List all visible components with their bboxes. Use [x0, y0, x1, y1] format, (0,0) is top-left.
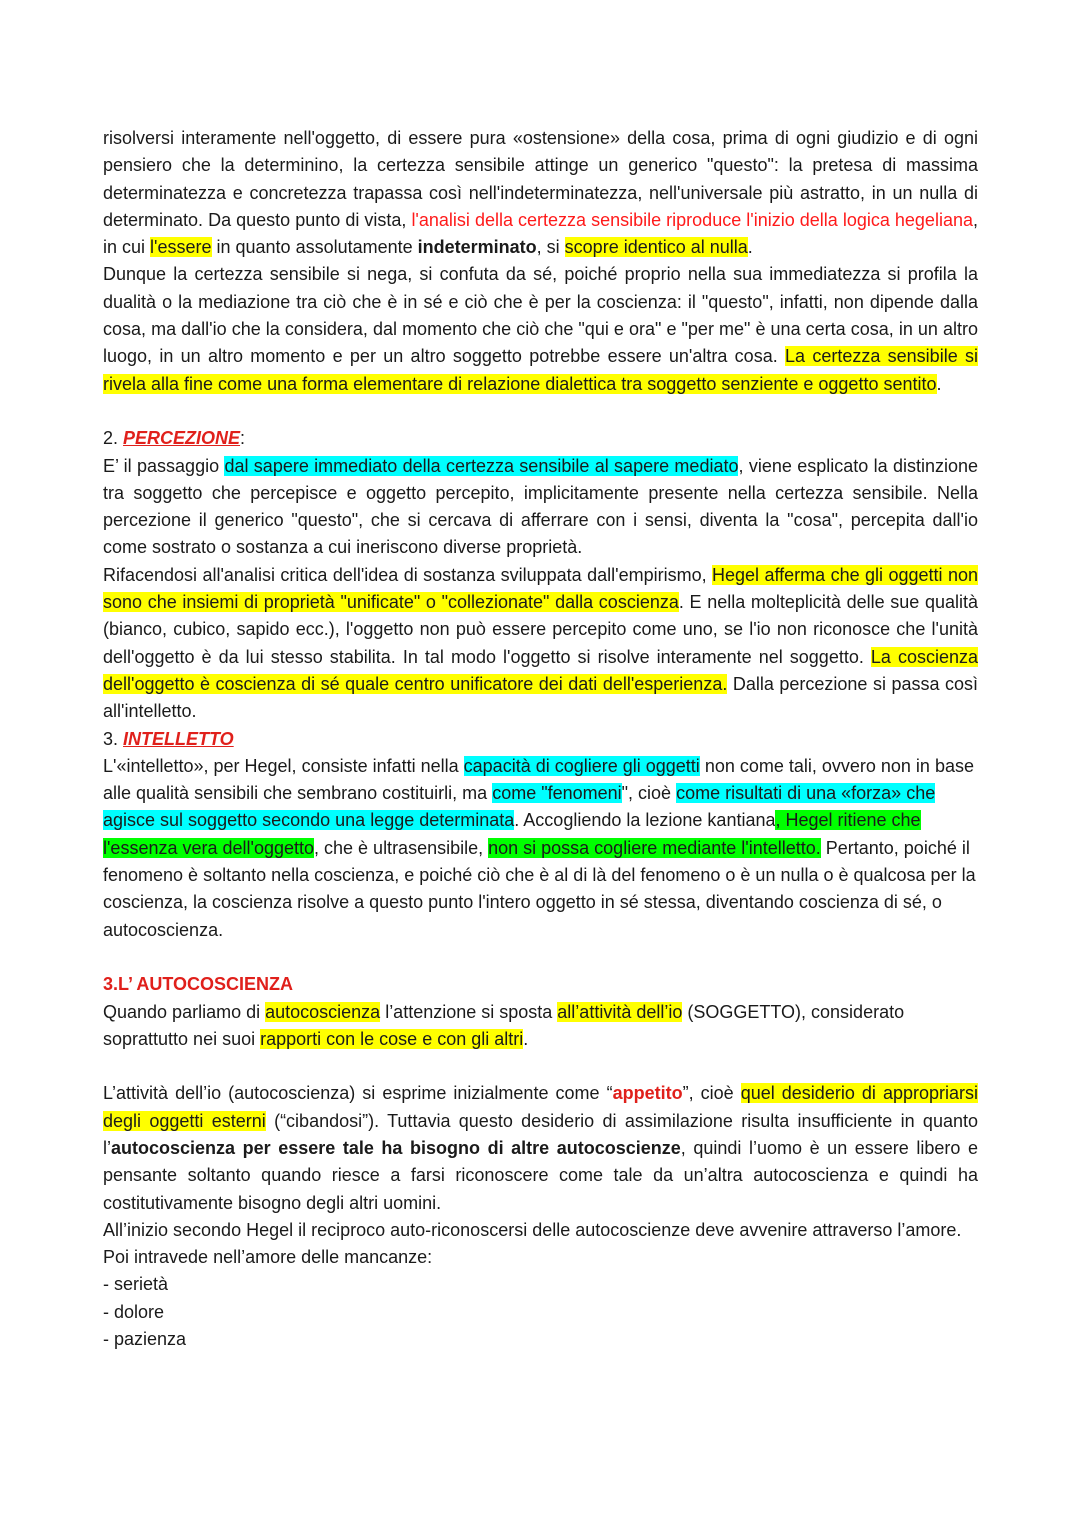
- paragraph-autocoscienza-3: All’inizio secondo Hegel il reciproco auto-riconoscersi delle autocoscienze deve avvenire attraverso l’amore. Poi intravede nell’amore delle mancanze:: [103, 1219, 962, 1268]
- list-item: - serietà: [103, 1274, 169, 1295]
- red-bold-text: appetito: [612, 1083, 683, 1104]
- spacer: [103, 398, 978, 425]
- highlight-cyan: capacità di cogliere gli oggetti: [463, 755, 700, 776]
- highlight-cyan: come "fenomeni: [492, 783, 622, 804]
- highlight-yellow: Hegel afferma che gli oggetti non sono che insiemi di proprietà "unificate" o "collezionate" dalla coscienza: [103, 564, 978, 613]
- heading-autocoscienza: 3.L’ AUTOCOSCIENZA: [103, 974, 294, 995]
- highlight-green: , Hegel ritiene che l'essenza vera dell'oggetto: [103, 810, 921, 858]
- list-item: - dolore: [103, 1301, 165, 1322]
- heading-percezione: 2. PERCEZIONE:: [103, 428, 246, 449]
- paragraph-percezione-1: E’ il passaggio dal sapere immediato della certezza sensibile al sapere mediato, viene esplicato la distinzione tra soggetto che percepisce e oggetto percepito, implicitamente presente nella certezza sensibile. Nella percezione il generico "questo", che si cercava di afferrare con i sensi, diventa la "cosa", percepita dall'io come sostrato o sostanza a cui ineriscono diverse proprietà.: [103, 455, 979, 558]
- highlight-green: non si possa cogliere mediante l'intelletto.: [488, 837, 821, 858]
- section-title: PERCEZIONE: [123, 428, 241, 449]
- highlight-cyan: come risultati di una «forza» che agisce sul soggetto secondo una legge determinata: [103, 783, 936, 831]
- section-title: INTELLETTO: [123, 728, 234, 749]
- highlight-yellow: scopre identico al nulla: [564, 237, 748, 258]
- highlight-yellow: quel desiderio di appropriarsi degli oggetti esterni: [103, 1083, 978, 1131]
- document-page: [103, 125, 978, 1353]
- highlight-yellow: l'essere: [150, 237, 212, 258]
- paragraph-autocoscienza-2: L’attività dell’io (autocoscienza) si esprime inizialmente come “appetito”, cioè quel desiderio di appropriarsi degli oggetti esterni (“cibandosi”). Tuttavia questo desiderio di assimilazione risulta insufficiente in quanto l’autocoscienza per essere tale ha bisogno di altre autocoscienze, quindi l’uomo è un essere libero e pensante soltanto quando riesce a farsi riconoscere come tale da un’altra autocoscienza e quindi ha costitutivamente bisogno degli altri uomini.: [103, 1083, 978, 1213]
- highlight-cyan: dal sapere immediato della certezza sensibile al sapere mediato: [224, 455, 739, 476]
- highlight-yellow: La coscienza dell'oggetto è coscienza di sé quale centro unificatore dei dati dell'esperienza.: [103, 646, 978, 694]
- highlight-yellow: all’attività dell’io: [557, 1001, 683, 1022]
- paragraph-certezza-negazione: Dunque la certezza sensibile si nega, si confuta da sé, poiché proprio nella sua immediatezza si profila la dualità o la mediazione tra ciò che è in sé e ciò che è per la coscienza: il "questo", infatti, non dipende dalla cosa, ma dall'io che la considera, dal momento che ciò che "qui e ora" e "per me" è una certa cosa, in un altro luogo, in un altro momento e per un altro soggetto potrebbe essere un'altra cosa. La certezza sensibile si rivela alla fine come una forma elementare di relazione dialettica tra soggetto senziente e oggetto sentito.: [103, 264, 978, 394]
- paragraph-intelletto: L'«intelletto», per Hegel, consiste infatti nella capacità di cogliere gli oggetti non come tali, ovvero non in base alle qualità sensibili che sembrano costituirli, ma come "fenomeni", cioè come risultati di una «forza» che agisce sul soggetto secondo una legge determinata. Accogliendo la lezione kantiana, Hegel ritiene che l'essenza vera dell'oggetto, che è ultrasensibile, non si possa cogliere mediante l'intelletto. Pertanto, poiché il fenomeno è soltanto nella coscienza, e poiché ciò che è al di là del fenomeno o è un nulla o è qualcosa per la coscienza, la coscienza risolve a questo punto l'intero oggetto in sé stessa, diventando coscienza di sé, o autocoscienza.: [103, 755, 976, 940]
- spacer: [103, 944, 978, 971]
- highlight-yellow: rapporti con le cose e con gli altri: [260, 1028, 524, 1049]
- bold-text: autocoscienza per essere tale ha bisogno di altre autocoscienze: [111, 1137, 681, 1158]
- red-text: l'analisi della certezza sensibile riproduce l'inizio della logica hegeliana: [411, 209, 973, 230]
- paragraph-autocoscienza-1: Quando parliamo di autocoscienza l’attenzione si sposta all’attività dell’io (SOGGETTO), considerato soprattutto nei suoi rapporti con le cose e con gli altri.: [103, 1001, 905, 1049]
- paragraph-percezione-2: Rifacendosi all'analisi critica dell'idea di sostanza sviluppata dall'empirismo, Hegel afferma che gli oggetti non sono che insiemi di proprietà "unificate" o "collezionate" dalla coscienza. E nella molteplicità delle sue qualità (bianco, cubico, sapido ecc.), l'oggetto non può essere percepito come uno, se l'io non riconosce che l'unità dell'oggetto è da lui stesso stabilita. In tal modo l'oggetto si risolve interamente nel soggetto. La coscienza dell'oggetto è coscienza di sé quale centro unificatore dei dati dell'esperienza. Dalla percezione si passa così all'intelletto.: [103, 564, 979, 722]
- list-item: - pazienza: [103, 1329, 187, 1350]
- highlight-yellow: autocoscienza: [265, 1001, 381, 1022]
- bold-text: indeterminato: [417, 237, 537, 258]
- paragraph-certezza-sensibile: risolversi interamente nell'oggetto, di essere pura «ostensione» della cosa, prima di ogni giudizio e di ogni pensiero che la determinino, la certezza sensibile attinge un generico "questo": la pretesa di massima determinatezza e concretezza trapassa così nell'indeterminatezza, nell'universale più astratto, in un nulla di determinato. Da questo punto di vista, l'analisi della certezza sensibile riproduce l'inizio della logica hegeliana, in cui l'essere in quanto assolutamente indeterminato, si scopre identico al nulla.: [103, 128, 978, 258]
- highlight-yellow: La certezza sensibile si rivela alla fine come una forma elementare di relazione dialettica tra soggetto senziente e oggetto sentito: [103, 346, 978, 394]
- spacer: [103, 1053, 978, 1080]
- heading-intelletto: 3. INTELLETTO: [103, 728, 234, 749]
- mancanze-list: [103, 1271, 978, 1353]
